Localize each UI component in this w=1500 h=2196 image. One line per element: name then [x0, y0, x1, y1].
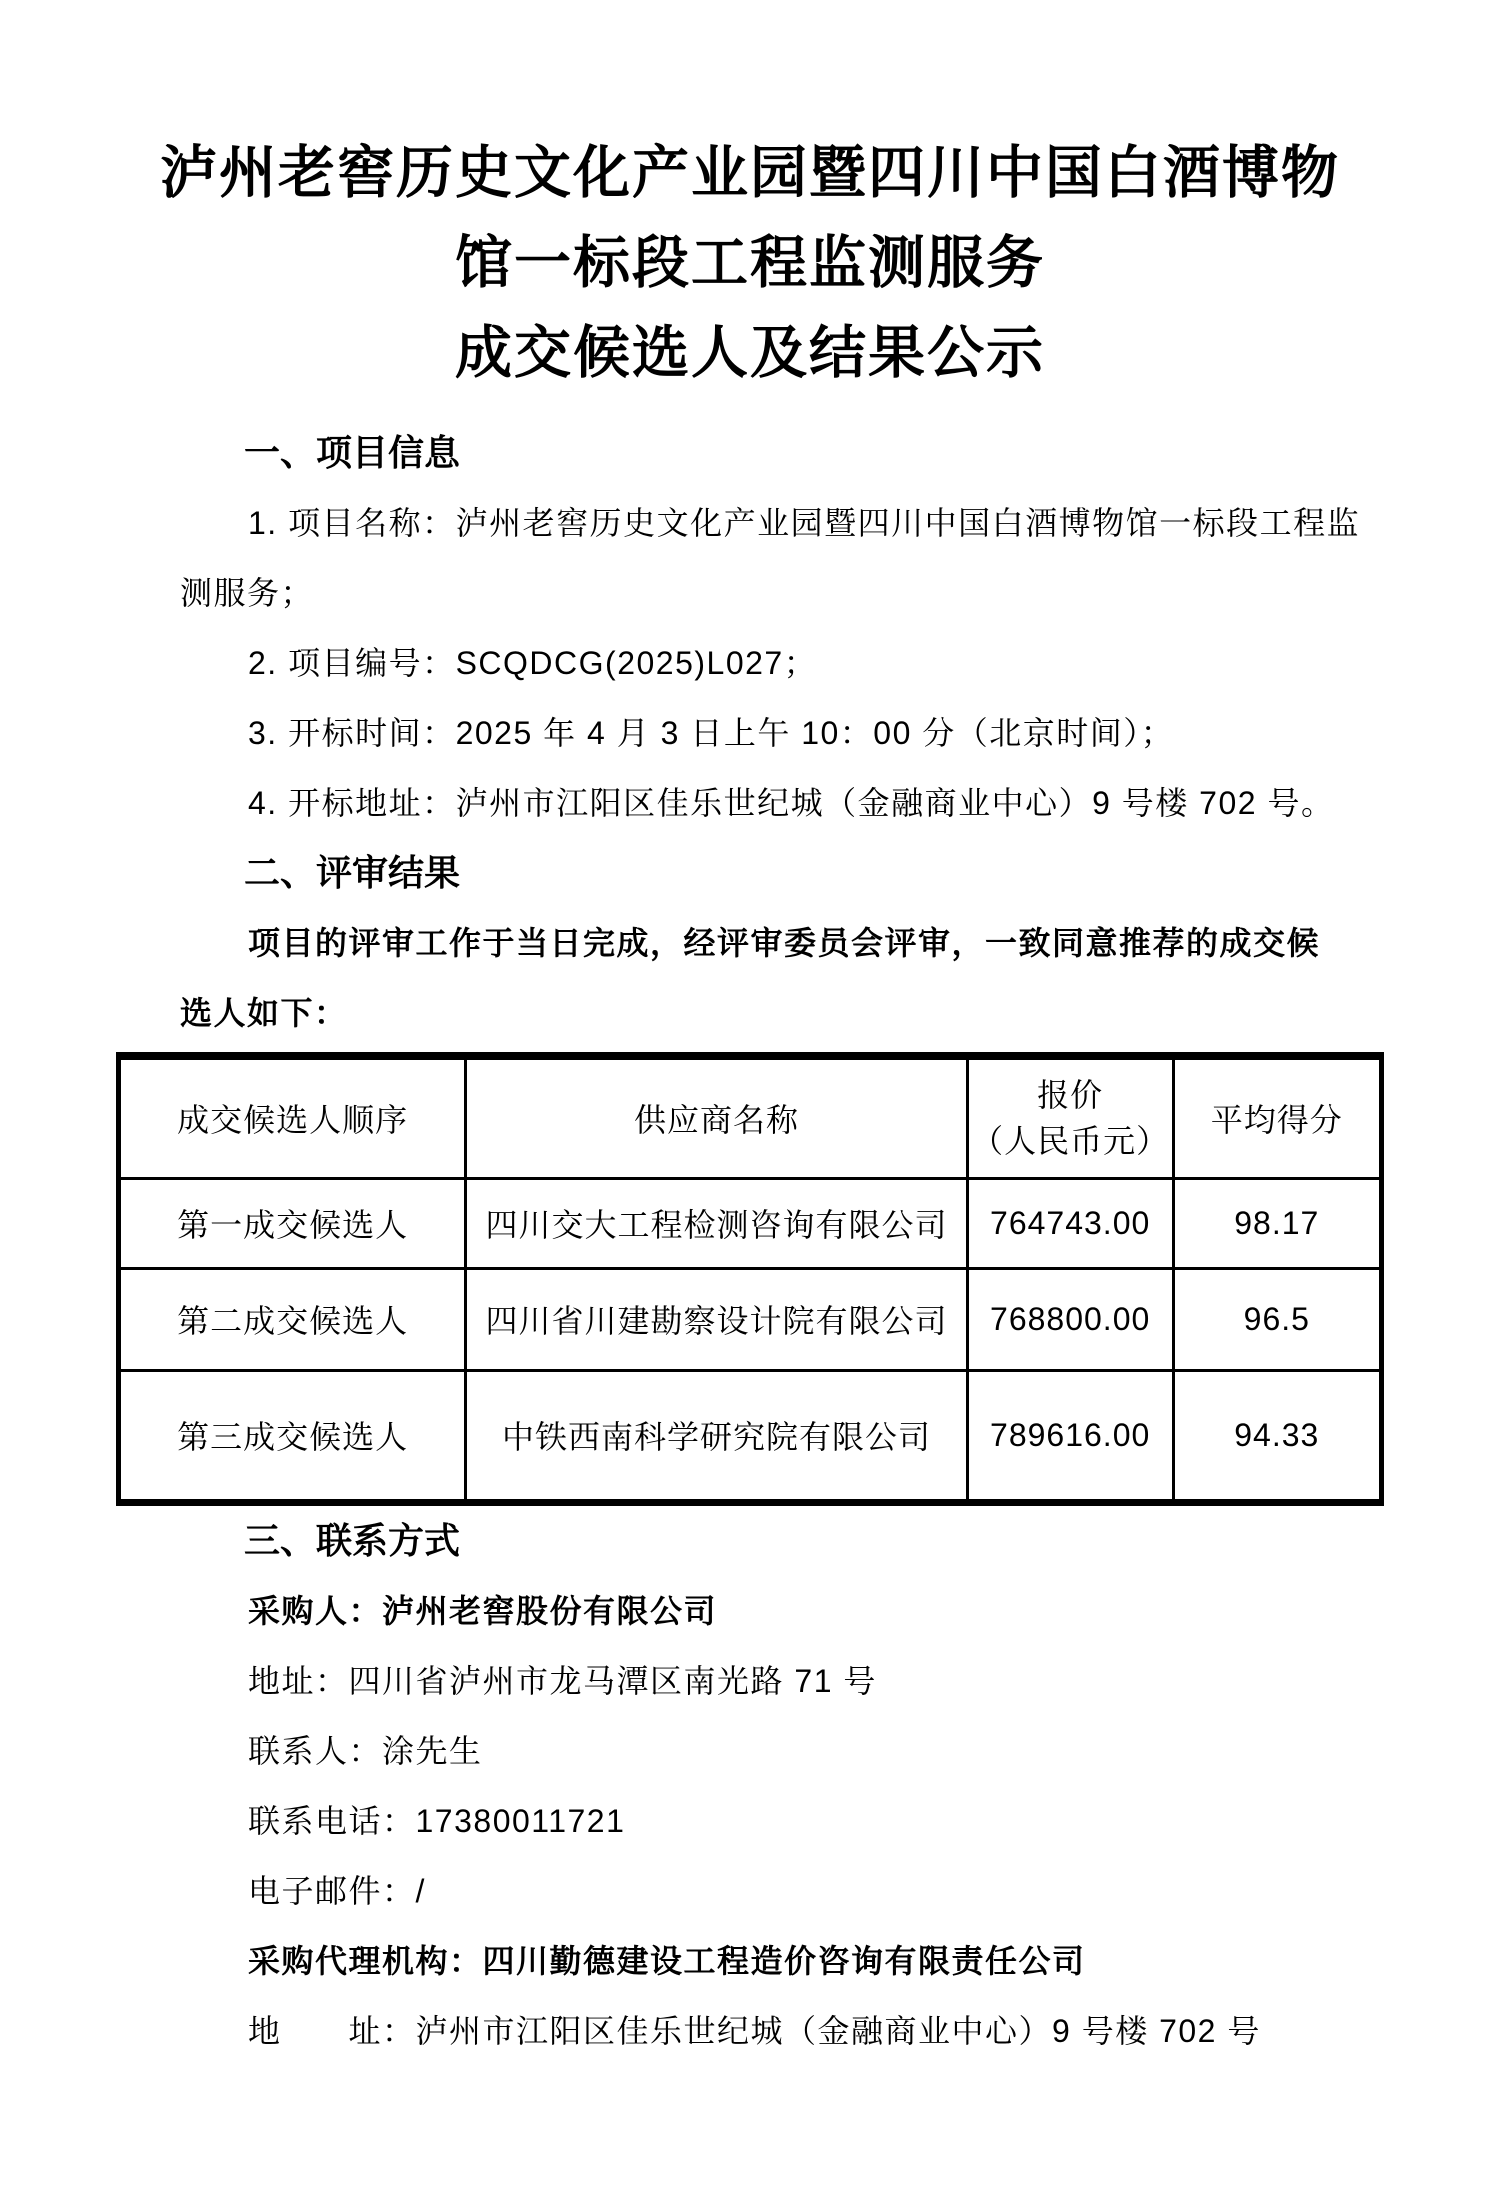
table-header-price-line-2: （人民币元）: [971, 1123, 1170, 1160]
purchaser-address-line: 地址：四川省泸州市龙马潭区南光路 71 号: [248, 1662, 877, 1699]
project-info-block: [180, 488, 1361, 838]
review-intro-line-2: 选人如下：: [180, 995, 348, 1031]
page-title: [0, 0, 1500, 398]
agency-line: 采购代理机构：四川勤德建设工程造价咨询有限责任公司: [248, 1942, 1086, 1979]
table-row: [119, 1370, 1382, 1502]
price-cell: 768800.00: [967, 1268, 1173, 1370]
table-row: [119, 1178, 1382, 1268]
bid-opening-time-line: 3. 开标时间：2025 年 4 月 3 日上午 10：00 分（北京时间）；: [248, 715, 1175, 751]
agency-address-line: 地 址：泸州市江阳区佳乐世纪城（金融商业中心）9 号楼 702 号: [248, 2012, 1261, 2049]
contact-person-line: 联系人：涂先生: [248, 1732, 483, 1769]
price-cell: 764743.00: [967, 1178, 1173, 1268]
table-row: [119, 1268, 1382, 1370]
section-heading-project-info: 一、项目信息: [244, 432, 461, 473]
price-cell: 789616.00: [967, 1370, 1173, 1502]
table-header-candidate-order: 成交候选人顺序: [119, 1056, 466, 1178]
project-name-line-1: 1. 项目名称：泸州老窖历史文化产业园暨四川中国白酒博物馆一标段工程监: [248, 505, 1361, 541]
project-number-line: 2. 项目编号：SCQDCG(2025)L027；: [248, 645, 818, 681]
section-heading-review-results: 二、评审结果: [244, 852, 461, 893]
table-header-supplier-name: 供应商名称: [466, 1056, 967, 1178]
purchaser-line: 采购人：泸州老窖股份有限公司: [248, 1592, 718, 1629]
score-cell: 96.5: [1173, 1268, 1381, 1370]
contact-phone-line: 联系电话：17380011721: [248, 1802, 626, 1839]
section-heading-contact-info: 三、联系方式: [244, 1519, 461, 1561]
contact-block: [180, 1576, 1320, 2066]
page-title-line-2: 馆一标段工程监测服务: [455, 231, 1045, 295]
contact-email-line: 电子邮件：/: [248, 1872, 426, 1909]
table-header-row: [119, 1056, 1382, 1178]
candidate-order-cell: 第二成交候选人: [119, 1268, 466, 1370]
project-name-line-2: 测服务；: [180, 575, 315, 611]
score-cell: 94.33: [1173, 1370, 1381, 1502]
table-header-average-score: 平均得分: [1173, 1056, 1381, 1178]
page-title-line-1: 泸州老窖历史文化产业园暨四川中国白酒博物: [160, 141, 1340, 205]
results-table: [116, 1052, 1384, 1506]
supplier-name-cell: 四川省川建勘察设计院有限公司: [466, 1268, 967, 1370]
table-header-price-line-1: 报价: [1037, 1077, 1104, 1114]
candidate-order-cell: 第三成交候选人: [119, 1370, 466, 1502]
supplier-name-cell: 四川交大工程检测咨询有限公司: [466, 1178, 967, 1268]
review-intro-line-1: 项目的评审工作于当日完成，经评审委员会评审，一致同意推荐的成交候: [248, 925, 1321, 961]
score-cell: 98.17: [1173, 1178, 1381, 1268]
table-header-price: [967, 1056, 1173, 1178]
bid-opening-address-line: 4. 开标地址：泸州市江阳区佳乐世纪城（金融商业中心）9 号楼 702 号。: [248, 785, 1335, 821]
supplier-name-cell: 中铁西南科学研究院有限公司: [466, 1370, 967, 1502]
review-intro-block: [180, 908, 1320, 1048]
candidate-order-cell: 第一成交候选人: [119, 1178, 466, 1268]
page-title-line-3: 成交候选人及结果公示: [455, 321, 1045, 385]
